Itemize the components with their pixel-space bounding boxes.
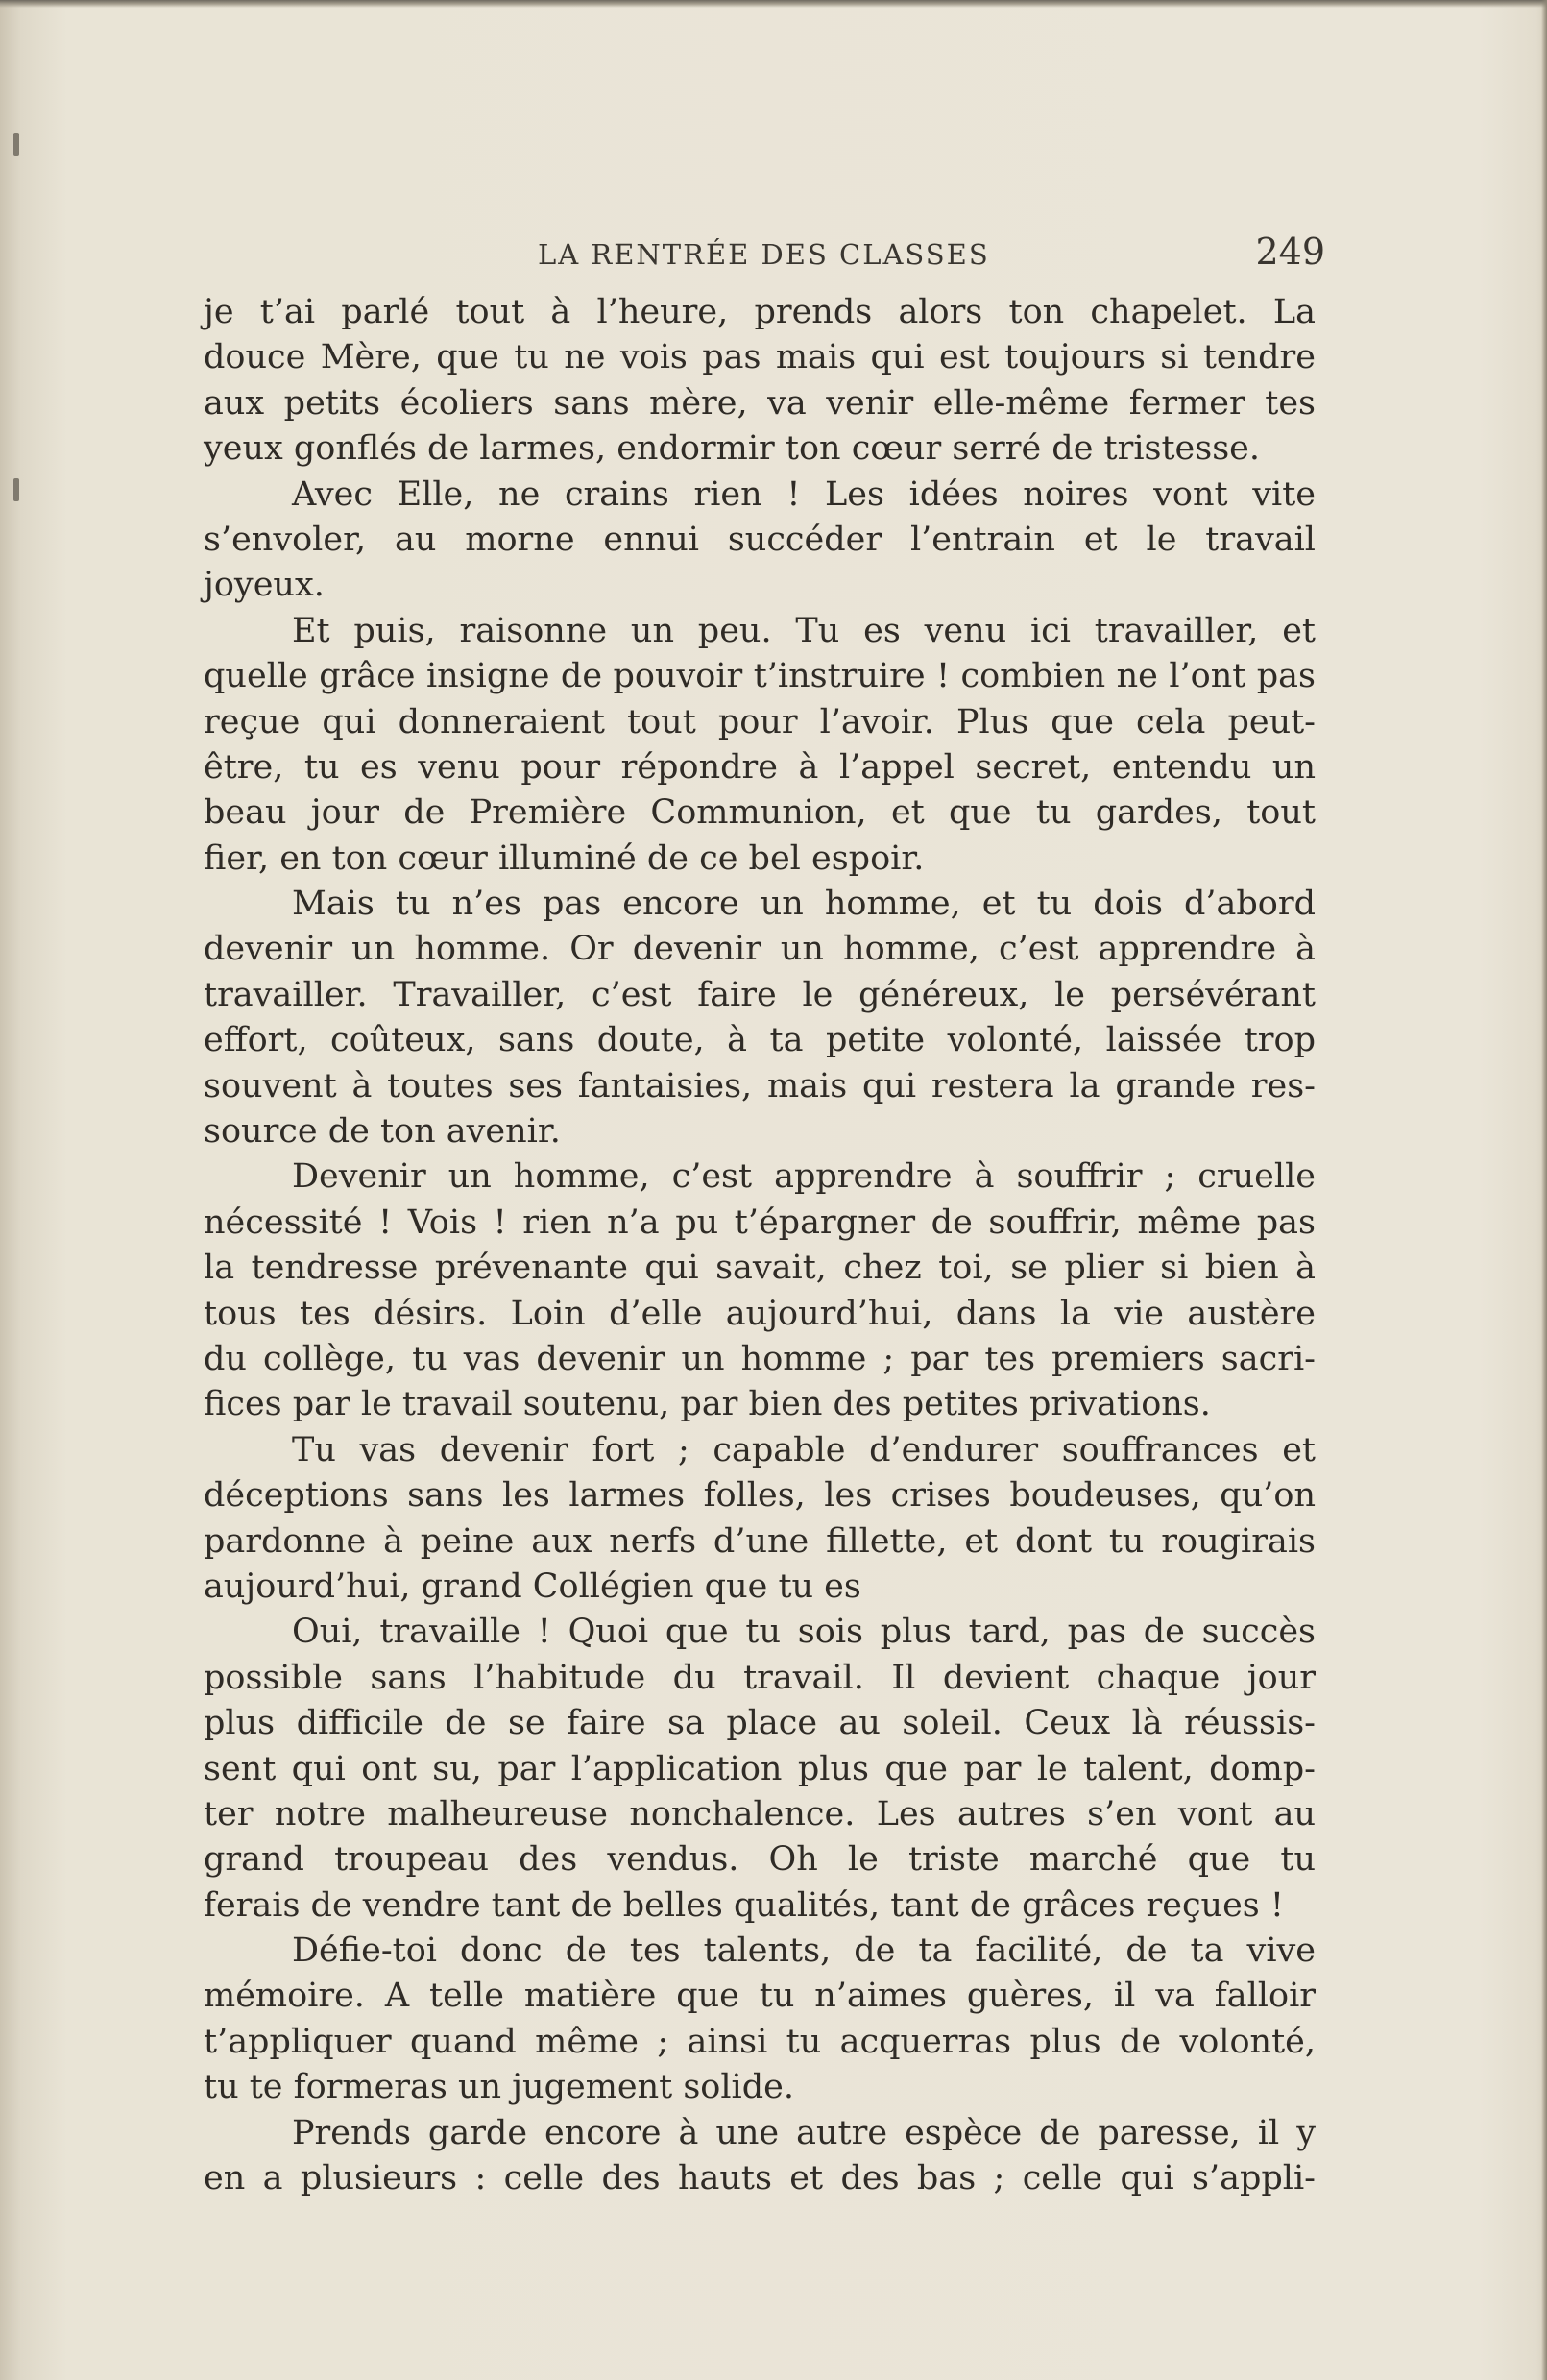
text-line: souvent à toutes ses fantaisies, mais qui restera la grande res-	[204, 1066, 1316, 1105]
text-line: Tu vas devenir fort ; capable d’endurer souffrances et	[292, 1430, 1316, 1469]
text-line: pardonne à peine aux nerfs d’une fillette, et dont tu rougirais	[204, 1521, 1316, 1561]
text-line: ferais de vendre tant de belles qualités, tant de grâces reçues !	[204, 1885, 1284, 1925]
body-text	[204, 290, 1316, 2201]
text-line: plus difficile de se faire sa place au soleil. Ceux là réussis-	[204, 1704, 1316, 1743]
text-line: sent qui ont su, par l’application plus que par le talent, domp-	[204, 1749, 1316, 1788]
text-line: nécessité ! Vois ! rien n’a pu t’épargner de souffrir, même pas	[204, 1202, 1316, 1242]
text-line: du collège, tu vas devenir un homme ; par tes premiers sacri-	[204, 1339, 1316, 1378]
text-line: fier, en ton cœur illuminé de ce bel espoir.	[204, 838, 925, 878]
text-line: joyeux.	[204, 566, 325, 605]
text-line: t’appliquer quand même ; ainsi tu acquerras plus de volonté,	[204, 2022, 1316, 2061]
text-line: la tendresse prévenante qui savait, chez toi, se plier si bien à	[204, 1249, 1316, 1288]
binding-mark	[13, 478, 19, 501]
page-right-edge	[1541, 0, 1547, 2380]
text-line: quelle grâce insigne de pouvoir t’instruire ! combien ne l’ont pas	[204, 657, 1316, 696]
page-top-edge	[0, 0, 1547, 8]
text-line: Avec Elle, ne crains rien ! Les idées noires vont vite	[292, 474, 1316, 514]
text-line: devenir un homme. Or devenir un homme, c’est apprendre à	[204, 930, 1316, 969]
page-number: 249	[1255, 231, 1325, 273]
text-line: aujourd’hui, grand Collégien que tu es	[204, 1566, 861, 1606]
text-line: déceptions sans les larmes folles, les crises boudeuses, qu’on	[204, 1476, 1316, 1516]
text-line: aux petits écoliers sans mère, va venir elle-même fermer tes	[204, 383, 1316, 423]
text-line: travailler. Travailler, c’est faire le généreux, le persévérant	[204, 975, 1316, 1014]
text-line: ter notre malheureuse nonchalence. Les autres s’en vont au	[204, 1794, 1316, 1834]
text-line: être, tu es venu pour répondre à l’appel secret, entendu un	[204, 747, 1316, 787]
text-line: mémoire. A telle matière que tu n’aimes guères, il va falloir	[204, 1977, 1316, 2016]
text-line: fices par le travail soutenu, par bien des petites privations.	[204, 1385, 1211, 1424]
text-line: source de ton avenir.	[204, 1112, 561, 1152]
text-line: je t’ai parlé tout à l’heure, prends alors ton chapelet. La	[204, 293, 1316, 331]
text-line: reçue qui donneraient tout pour l’avoir. Plus que cela peut-	[204, 702, 1316, 741]
text-line: Devenir un homme, c’est apprendre à souffrir ; cruelle	[292, 1157, 1316, 1197]
text-line: en a plusieurs : celle des hauts et des bas ; celle qui s’appli-	[204, 2159, 1316, 2198]
binding-mark	[13, 133, 19, 156]
text-line: Oui, travaille ! Quoi que tu sois plus tard, pas de succès	[292, 1613, 1316, 1652]
text-line: effort, coûteux, sans doute, à ta petite volonté, laissée trop	[204, 1021, 1316, 1060]
text-line: Mais tu n’es pas encore un homme, et tu dois d’abord	[292, 885, 1316, 924]
text-line: yeux gonflés de larmes, endormir ton cœur serré de tristesse.	[204, 429, 1261, 469]
text-line: Défie-toi donc de tes talents, de ta facilité, de ta vive	[292, 1931, 1316, 1971]
text-line: tous tes désirs. Loin d’elle aujourd’hui, dans la vie austère	[204, 1294, 1316, 1333]
text-line: beau jour de Première Communion, et que tu gardes, tout	[204, 793, 1316, 833]
page-header	[538, 231, 1325, 279]
text-line: Et puis, raisonne un peu. Tu es venu ici travailler, et	[292, 611, 1316, 650]
text-line: grand troupeau des vendus. Oh le triste marché que tu	[204, 1840, 1316, 1880]
text-line: tu te formeras un jugement solide.	[204, 2068, 794, 2107]
text-line: douce Mère, que tu ne vois pas mais qui est toujours si tendre	[204, 338, 1316, 377]
text-line: s’envoler, au morne ennui succéder l’entrain et le travail	[204, 520, 1316, 559]
text-line: possible sans l’habitude du travail. Il devient chaque jour	[204, 1658, 1316, 1697]
running-title: LA RENTRÉE DES CLASSES	[538, 238, 990, 271]
text-line: Prends garde encore à une autre espèce de paresse, il y	[292, 2113, 1316, 2152]
